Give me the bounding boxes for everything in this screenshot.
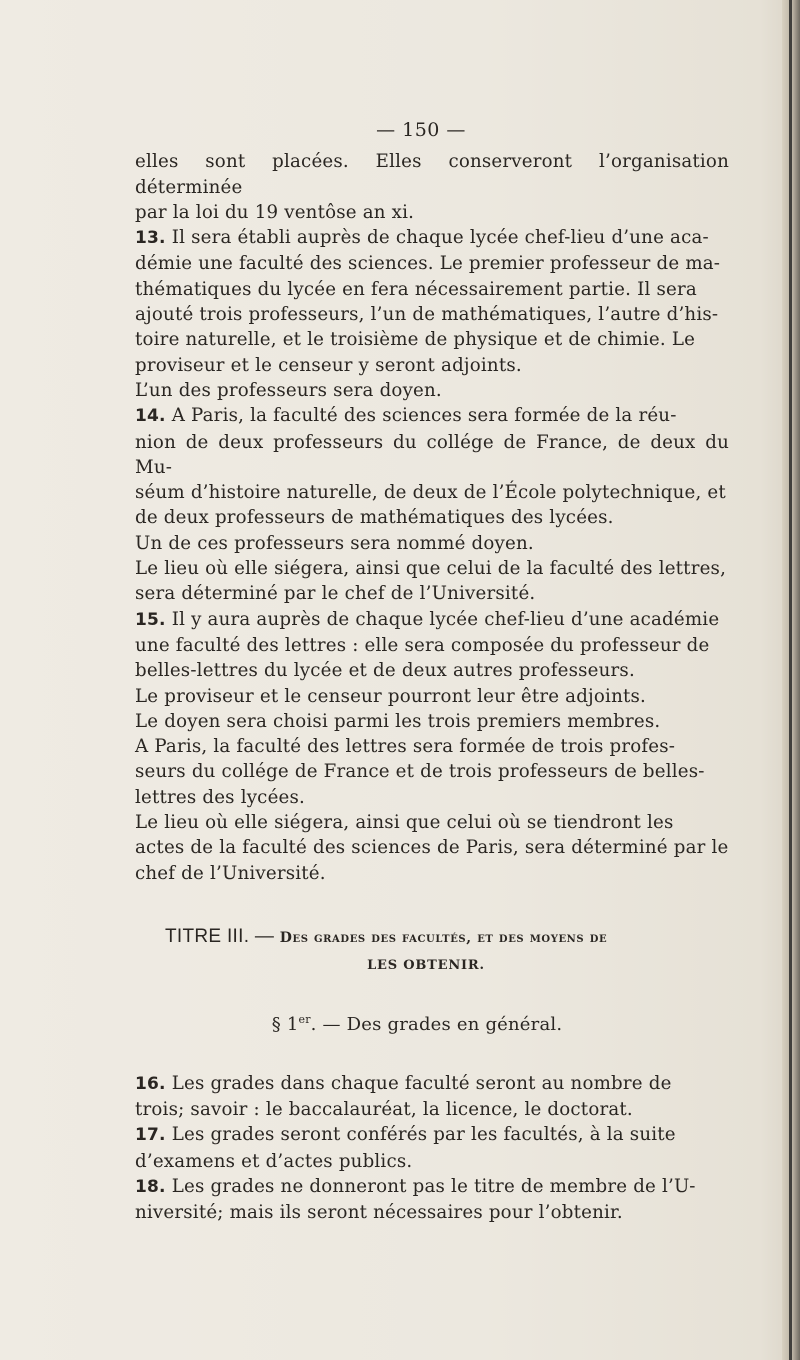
titre-heading-continued: LES OBTENIR. xyxy=(367,958,485,974)
text-line: sera déterminé par le chef de l’Université. xyxy=(135,583,536,605)
article-15-extra: Le doyen sera choisi parmi les trois premiers membres. xyxy=(135,710,661,732)
text-line: ajouté trois professeurs, l’un de mathématiques, l’autre d’his- xyxy=(135,304,719,326)
text-line: par la loi du 19 ventôse an xi. xyxy=(135,201,415,223)
text-line: Il y aura auprès de chaque lycée chef-lieu d’une académie xyxy=(171,608,720,630)
text-line: actes de la faculté des sciences de Paris, sera déterminé par le xyxy=(135,837,729,859)
text-line: thématiques du lycée en fera nécessairement partie. Il sera xyxy=(135,278,697,300)
section-title: . — Des grades en général. xyxy=(310,1013,563,1035)
article-number: 14. xyxy=(135,406,166,427)
text-line: d’examens et d’actes publics. xyxy=(135,1150,413,1172)
text-line: Les grades dans chaque faculté seront au nombre de xyxy=(171,1072,672,1094)
article-15-extra: Le proviseur et le censeur pourront leur être adjoints. xyxy=(135,685,647,707)
article-13-extra: L’un des professeurs sera doyen. xyxy=(135,379,442,401)
text-line: séum d’histoire naturelle, de deux de l’École polytechnique, et xyxy=(135,482,726,504)
article-17 xyxy=(135,1122,729,1174)
article-number: 18. xyxy=(135,1176,166,1197)
article-14-extra: Un de ces professeurs sera nommé doyen. xyxy=(135,532,534,554)
text-line: seurs du collége de France et de trois professeurs de belles- xyxy=(135,761,705,783)
text-line: toire naturelle, et le troisième de physique et de chimie. Le xyxy=(135,329,696,351)
page-number: — 150 — xyxy=(376,119,466,141)
text-line: proviseur et le censeur y seront adjoints. xyxy=(135,354,522,376)
text-line: chef de l’Université. xyxy=(135,862,326,884)
text-line: A Paris, la faculté des lettres sera formée de trois profes- xyxy=(135,736,676,758)
section-heading xyxy=(105,1007,729,1037)
text-line: trois; savoir : le baccalauréat, la licence, le doctorat. xyxy=(135,1099,633,1121)
article-18 xyxy=(135,1174,729,1226)
section-superscript: er xyxy=(298,1012,311,1026)
text-line: de deux professeurs de mathématiques des lycées. xyxy=(135,507,614,529)
titre-heading xyxy=(135,924,729,951)
article-16 xyxy=(135,1071,729,1123)
text-line: une faculté des lettres : elle sera composée du professeur de xyxy=(135,634,710,656)
text-line: démie une faculté des sciences. Le premier professeur de ma- xyxy=(135,253,721,275)
article-number: 13. xyxy=(135,228,166,249)
article-14-extra xyxy=(135,556,729,607)
text-line: Le lieu où elle siégera, ainsi que celui de la faculté des lettres, xyxy=(135,558,727,580)
titre-prefix: TITRE III. — xyxy=(165,925,280,947)
page-content xyxy=(135,118,729,1226)
intro-paragraph xyxy=(135,149,729,225)
article-14 xyxy=(135,403,729,530)
section-mark: § 1 xyxy=(271,1013,299,1035)
article-number: 16. xyxy=(135,1073,166,1094)
text-line: Le lieu où elle siégera, ainsi que celui où se tiendront les xyxy=(135,812,674,834)
text-line: A Paris, la faculté des sciences sera formée de la réu- xyxy=(171,405,677,427)
article-number: 17. xyxy=(135,1125,166,1146)
text-line: elles sont placées. Elles conserveront l’organisation déterminée xyxy=(135,151,729,198)
text-line: nion de deux professeurs du collége de France, de deux du Mu- xyxy=(135,431,729,478)
article-15-extra xyxy=(135,810,729,886)
text-line: Les grades ne donneront pas le titre de membre de l’U- xyxy=(171,1175,696,1197)
text-line: lettres des lycées. xyxy=(135,786,306,808)
article-13 xyxy=(135,225,729,378)
article-15 xyxy=(135,607,729,684)
binding-line xyxy=(789,0,792,1360)
article-15-extra xyxy=(135,734,729,810)
text-line: belles-lettres du lycée et de deux autres professeurs. xyxy=(135,660,635,682)
article-number: 15. xyxy=(135,609,166,630)
text-line: niversité; mais ils seront nécessaires pour l’obtenir. xyxy=(135,1202,623,1224)
spacer xyxy=(135,886,729,924)
titre-title: Des grades des facultés, et des moyens de xyxy=(279,929,608,946)
text-line: Il sera établi auprès de chaque lycée chef-lieu d’une aca- xyxy=(171,227,709,249)
text-line: Les grades seront conférés par les facultés, à la suite xyxy=(171,1124,676,1146)
